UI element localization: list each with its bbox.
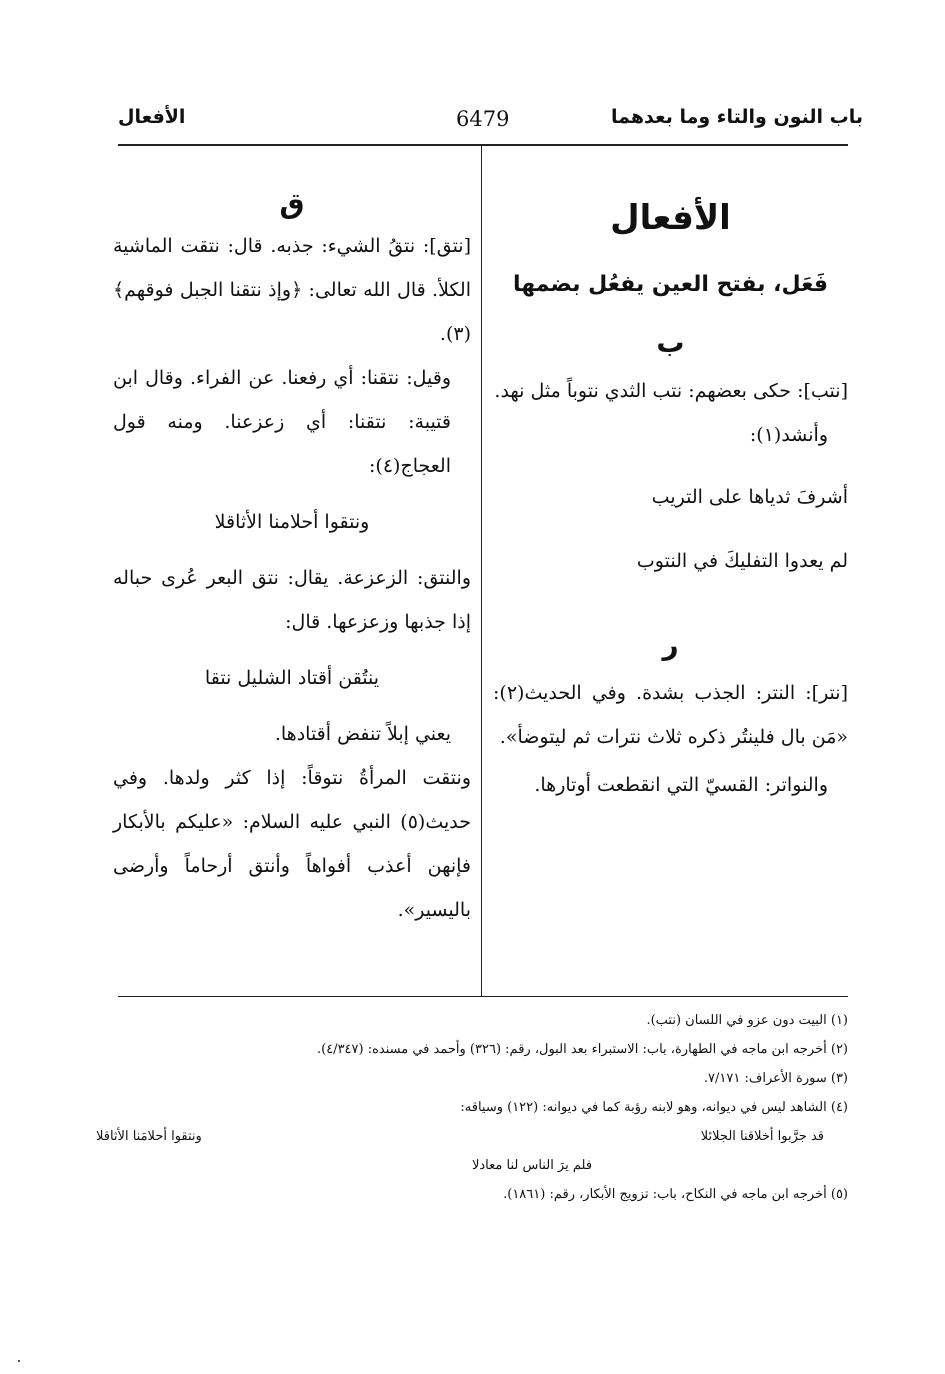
running-header-chapter: باب النون والتاء وما بعدهما — [610, 106, 863, 128]
entry-nataq-qila: وقيل: نتقنا: أي رفعنا. عن الفراء. وقال ابن قتيبة: نتقنا: أي زعزعنا. ومنه قول العجاج(٤): — [113, 367, 451, 477]
left-column — [113, 184, 471, 932]
running-header-section: الأفعال — [118, 106, 186, 128]
footnote-rule — [118, 996, 848, 997]
entry-nawatir: والنواتر: القسيّ التي انقطعت أوتارها. — [534, 774, 828, 796]
footnote-5: (٥) أخرجه ابن ماجه في النكاح، باب: تزويج الأبكار، رقم: (١٨٦١). — [503, 1187, 848, 1202]
entry-nataq: [نتق]: نتقُ الشيء: جذبه. قال: نتقت الماشية الكلأ. قال الله تعالى: ﴿وإذ نتقنا الجبل فوقهم﴾(٣). — [113, 235, 471, 345]
letter-heading-b: ب — [656, 326, 685, 359]
page-number: 6479 — [456, 107, 510, 131]
verse-line-2: لم يعدوا التفليكَ في النتوب — [636, 550, 848, 572]
header-rule — [118, 144, 848, 146]
entry-natq-zaza: والنتق: الزعزعة. يقال: نتق البعر عُرى حباله إذا جذبها وزعزعها. قال: — [113, 567, 471, 633]
footnotes — [96, 1006, 848, 1209]
footnote-4-verse-row — [96, 1122, 848, 1151]
letter-heading-r: ر — [662, 628, 679, 661]
letter-heading-q: ق — [279, 187, 305, 220]
entry-natab: [نتب]: حكى بعضهم: نتب الثدي نتوباً مثل نهد. — [494, 380, 848, 402]
verse-explanation: يعني إبلاً تنفض أقتادها. — [274, 723, 451, 745]
right-column — [493, 190, 848, 807]
entry-nataqat-almara: ونتقت المرأةُ نتوقاً: إذا كثر ولدها. وفي حديث(٥) النبي عليه السلام: «عليكم بالأبكار فإنهن أعذب أفواهاً وأنتق أرحاماً وأرضى باليسير». — [113, 767, 471, 921]
footnote-4: (٤) الشاهد ليس في ديوانه، وهو لابنه رؤبة كما في ديوانه: (١٢٢) وسياقه: — [460, 1100, 848, 1115]
verse-ajjaj: ونتقوا أحلامنا الأثاقلا — [214, 511, 370, 533]
footnote-3: (٣) سورة الأعراف: ٧/١٧١. — [703, 1071, 848, 1086]
entry-natar: [نتر]: النتر: الجذب بشدة. وفي الحديث(٢): «مَن بال فلينتُر ذكره ثلاث نترات ثم ليتوضأ». — [493, 682, 848, 748]
scan-speck — [18, 1360, 20, 1362]
verse-shalil: ينتُقن أقتاد الشليل نتقا — [204, 667, 380, 689]
footnote-4-verse-a: قد جرَّبوا أخلاقنا الجلائلا — [700, 1129, 824, 1144]
section-subtitle: فَعَل، بفتح العين يفعُل بضمها — [512, 272, 828, 297]
column-divider — [481, 146, 482, 996]
entry-natab-anshad: وأنشد(١): — [749, 424, 828, 446]
footnote-2: (٢) أخرجه ابن ماجه في الطهارة، باب: الاستبراء بعد البول، رقم: (٣٢٦) وأحمد في مسنده: (٤/٣٤٧). — [316, 1042, 848, 1057]
footnote-4-verse-b: ونتقوا أحلامَنا الأثاقلا — [96, 1129, 202, 1144]
footnote-4-verse-c: فلم يرَ الناس لنا معادلا — [471, 1158, 593, 1173]
verse-line-1: أشرفَ ثدياها على التريب — [651, 486, 848, 508]
section-title: الأفعال — [610, 198, 731, 238]
footnote-1: (١) البيت دون عزو في اللسان (نتب). — [646, 1013, 848, 1028]
